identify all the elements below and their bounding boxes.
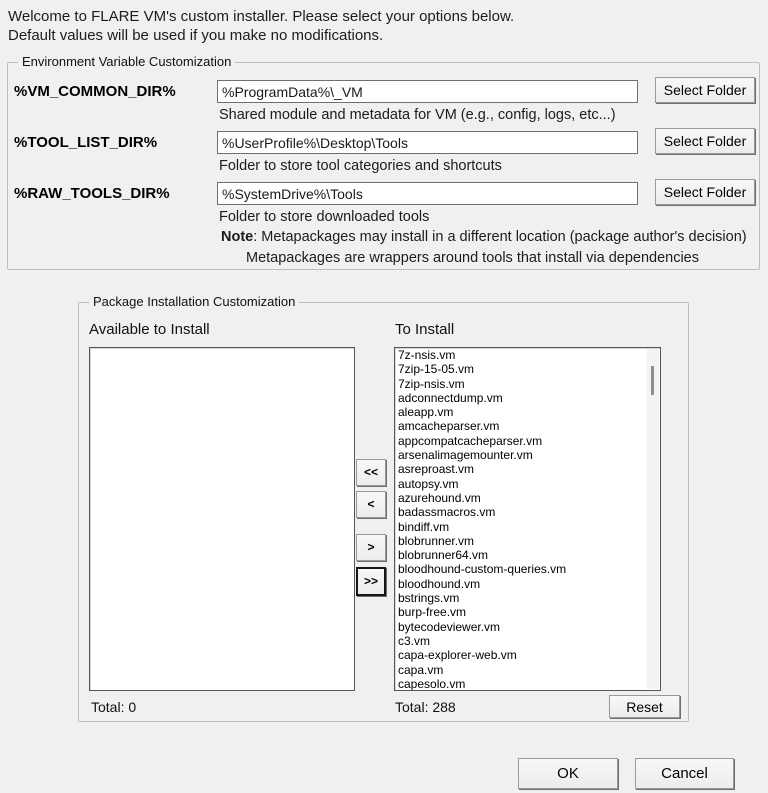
raw-tools-dir-input[interactable] xyxy=(217,182,638,205)
to-install-total-label: Total: 288 xyxy=(395,699,456,715)
vm-common-dir-input[interactable] xyxy=(217,80,638,103)
vm-common-dir-select-folder-button[interactable]: Select Folder xyxy=(655,77,755,103)
list-item[interactable]: 7zip-nsis.vm xyxy=(398,376,465,391)
list-item[interactable]: c3.vm xyxy=(398,633,431,648)
to-install-list-label: To Install xyxy=(395,321,455,338)
list-item[interactable]: azurehound.vm xyxy=(398,490,481,505)
env-var-group xyxy=(7,54,760,270)
reset-button[interactable]: Reset xyxy=(609,695,680,718)
list-item[interactable]: bytecodeviewer.vm xyxy=(398,619,501,634)
welcome-text-line2: Default values will be used if you make no modifications. xyxy=(8,27,384,44)
list-item[interactable]: bindiff.vm xyxy=(398,519,450,534)
list-item[interactable]: asreproast.vm xyxy=(398,462,475,477)
package-install-group xyxy=(78,294,689,722)
list-item[interactable]: blobrunner.vm xyxy=(398,533,475,548)
raw-tools-dir-label: %RAW_TOOLS_DIR% xyxy=(14,185,170,202)
list-item[interactable]: burp-free.vm xyxy=(398,605,467,620)
list-item[interactable]: badassmacros.vm xyxy=(398,505,496,520)
list-item[interactable]: blobrunner64.vm xyxy=(398,548,489,563)
list-item[interactable]: capesolo.vm xyxy=(398,676,466,691)
move-all-to-install-button[interactable]: >> xyxy=(356,567,386,596)
available-list-label: Available to Install xyxy=(89,321,210,338)
vm-common-dir-label: %VM_COMMON_DIR% xyxy=(14,83,176,100)
list-item[interactable]: adconnectdump.vm xyxy=(398,390,503,405)
cancel-button[interactable]: Cancel xyxy=(635,758,734,789)
list-item[interactable]: bloodhound.vm xyxy=(398,576,481,591)
to-install-scrollbar-track[interactable] xyxy=(647,349,659,689)
move-selected-to-available-button[interactable]: < xyxy=(356,491,386,518)
list-item[interactable]: arsenalimagemounter.vm xyxy=(398,448,533,463)
list-item[interactable]: 7z-nsis.vm xyxy=(398,348,456,362)
available-total-label: Total: 0 xyxy=(91,699,137,715)
move-all-to-available-button[interactable]: << xyxy=(356,459,386,486)
tool-list-dir-select-folder-button[interactable]: Select Folder xyxy=(655,128,755,154)
note-line1 xyxy=(221,229,747,245)
available-listbox[interactable] xyxy=(89,347,355,691)
note-label: Note xyxy=(221,229,254,245)
to-install-list-items xyxy=(395,348,660,691)
env-var-group-title: Environment Variable Customization xyxy=(18,54,235,69)
tool-list-dir-input[interactable] xyxy=(217,131,638,154)
note-line2: Metapackages are wrappers around tools that install via dependencies xyxy=(246,250,699,266)
list-item[interactable]: 7zip-15-05.vm xyxy=(398,362,475,377)
vm-common-dir-description: Shared module and metadata for VM (e.g., config, logs, etc...) xyxy=(219,107,616,123)
list-item[interactable]: amcacheparser.vm xyxy=(398,419,500,434)
move-selected-to-install-button[interactable]: > xyxy=(356,534,386,561)
note-rest: : Metapackages may install in a different location (package author's decision) xyxy=(253,229,747,245)
package-install-group-title: Package Installation Customization xyxy=(89,294,299,309)
list-item[interactable]: capa.vm xyxy=(398,662,444,677)
to-install-listbox[interactable] xyxy=(394,347,661,691)
list-item[interactable]: appcompatcacheparser.vm xyxy=(398,433,543,448)
raw-tools-dir-description: Folder to store downloaded tools xyxy=(219,209,430,225)
list-item[interactable]: aleapp.vm xyxy=(398,405,454,420)
list-item[interactable]: bloodhound-custom-queries.vm xyxy=(398,562,567,577)
list-item[interactable]: capa-explorer-web.vm xyxy=(398,648,517,663)
list-item[interactable]: bstrings.vm xyxy=(398,591,460,606)
tool-list-dir-label: %TOOL_LIST_DIR% xyxy=(14,134,158,151)
list-item[interactable]: autopsy.vm xyxy=(398,476,459,491)
to-install-scrollbar-thumb[interactable] xyxy=(651,366,654,395)
ok-button[interactable]: OK xyxy=(518,758,618,789)
welcome-text-line1: Welcome to FLARE VM's custom installer. Please select your options below. xyxy=(8,8,515,25)
tool-list-dir-description: Folder to store tool categories and shortcuts xyxy=(219,158,502,174)
raw-tools-dir-select-folder-button[interactable]: Select Folder xyxy=(655,179,755,205)
